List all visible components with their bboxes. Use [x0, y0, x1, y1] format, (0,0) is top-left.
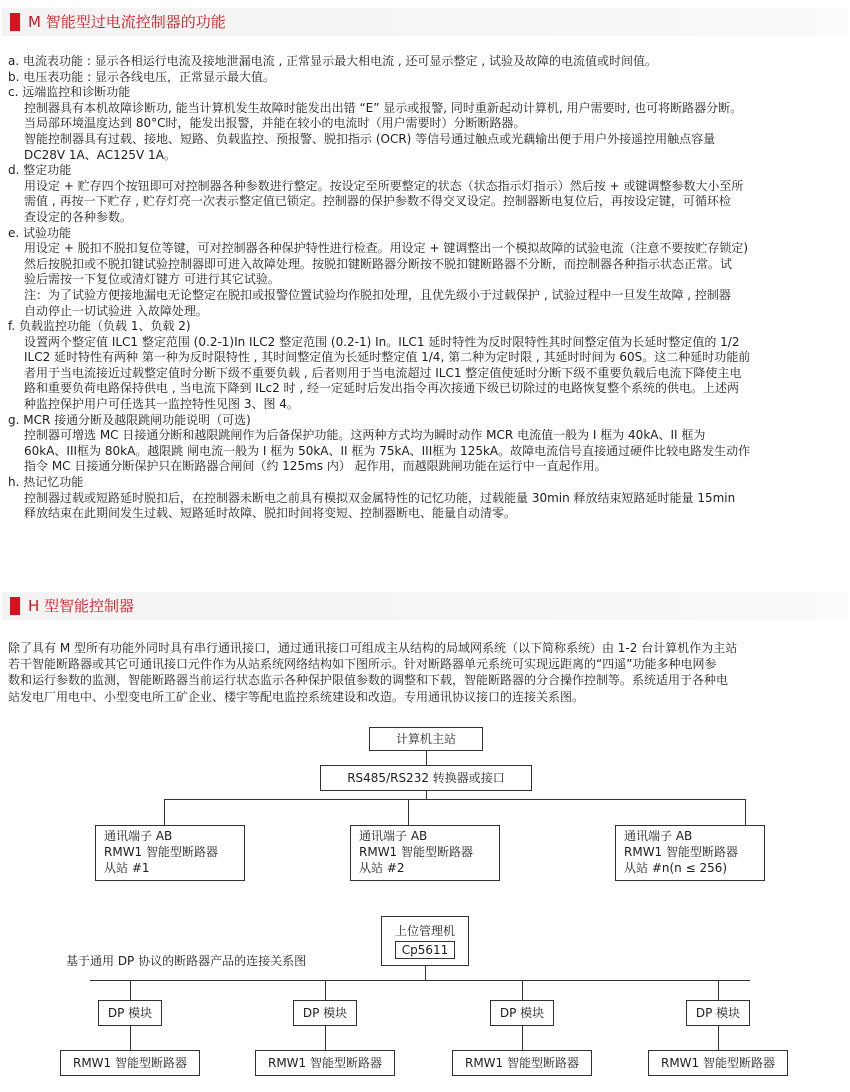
item-text: 负载监控功能（负载 1、负载 2)	[19, 319, 191, 334]
function-item-line: 自动停止一切试验进 入故障处理。	[24, 303, 208, 318]
converter-box: RS485/RS232 转换器或接口	[320, 765, 532, 791]
function-item-line: 者用于当电流接近过载整定值时分断下级不重要负载 , 后者则用于当电流超过 ILC1 整定值使延时分断下级不重要负载后电流下降使主电	[24, 365, 742, 380]
item-text: 热记忆功能	[23, 475, 84, 490]
function-item-heading	[8, 85, 842, 101]
dp-module-box: DP 模块	[686, 1000, 750, 1026]
paragraph-line: 数和运行参数的监测，智能断路器当前运行状态监示各种保护限值参数的调整和下载，智能断路器的分合操作控制等。系统适用于各种电	[8, 673, 729, 688]
connector-line	[325, 980, 326, 1000]
breaker-box: RMW1 智能型断路器	[452, 1050, 592, 1076]
function-item-line: 当局部环境温度达到 80°C时，能发出报警，并能在较小的电流时（用户需要时）分断断路器。	[24, 116, 526, 131]
function-item-heading	[8, 70, 842, 86]
function-item-line: 设置两个整定值 ILC1 整定范围 (0.2-1)In ILC2 整定范围 (0.2-1) In。ILC1 延时特性为反时限特性其时间整定值为长延时整定值的 1/2	[24, 334, 740, 349]
item-prefix: c.	[8, 85, 19, 100]
item-prefix: b.	[8, 69, 20, 84]
h-type-description	[8, 640, 844, 705]
connector-line	[718, 980, 719, 1000]
item-text: 电流表功能 : 显示各相运行电流及接地泄漏电流 , 正常显示最大相电流 , 还可显示整定 , 试验及故障的电流值或时间值。	[23, 54, 658, 68]
host-label: 上位管理机	[394, 924, 455, 938]
connector-line	[522, 980, 523, 1000]
item-prefix: d.	[8, 163, 20, 178]
slave-station-box	[95, 825, 245, 881]
connector-line	[718, 1026, 719, 1050]
function-item-heading	[8, 163, 842, 179]
function-item-line: 控制器过载或短路延时脱扣后，在控制器未断电之前具有模拟双金属特性的记忆功能，过载能量 30min 释放结束短路延时能量 15min	[24, 490, 736, 505]
section-marker	[10, 13, 20, 31]
section-header-m	[2, 8, 848, 36]
connector-line	[522, 1026, 523, 1050]
breaker-box: RMW1 智能型断路器	[255, 1050, 395, 1076]
function-item-line: DC28V 1A、AC125V 1A。	[24, 147, 176, 162]
dp-module-box: DP 模块	[293, 1000, 357, 1026]
connector-line	[325, 1026, 326, 1050]
connector-line	[745, 799, 746, 825]
function-item-line: ILC2 延时特性有两种 第一种为反时限特性 , 其时间整定值为长延时整定值 1/4, 第二种为定时限 , 其延时时间为 60S。这二种延时功能前	[24, 350, 751, 365]
function-item-heading	[8, 54, 842, 70]
item-text: 整定功能	[23, 163, 72, 178]
slave-line: RMW1 智能型断路器	[104, 845, 219, 859]
paragraph-line: 若干智能断路器或其它可通讯接口元件作为从站系统网络结构如下图所示。针对断路器单元系统可实现远距离的“四遥”功能多种电网参	[8, 657, 717, 672]
function-item-line: 种监控保护用户可任选其一监控特性见图 3、图 4。	[24, 397, 299, 412]
function-item-heading	[8, 226, 842, 242]
function-item-heading	[8, 475, 842, 491]
function-item-heading	[8, 413, 842, 429]
function-item-line: 验后需按一下复位或清灯键方 可进行其它试验。	[24, 272, 280, 287]
function-item-line: 需值 , 再按一下贮存 , 贮存灯亮一次表示整定值已锁定。控制器的保护参数不得交叉设定。控制器断电复位后，再按设定键，可循环检	[24, 194, 731, 209]
section-marker	[10, 597, 20, 615]
connector-line	[425, 966, 426, 980]
function-item-line: 路和重要负荷电路保持供电 , 当电流下降到 ILc2 时 , 经一定延时后发出指令再次接通下级已切除过的电路恢复整个系统的供电。上述两	[24, 381, 739, 396]
connector-line	[408, 799, 409, 825]
slave-line: 从站 #n(n ≤ 256)	[624, 861, 728, 875]
function-item-line: 指令 MC 日接通分断保护只在断路器合闸间（约 125ms 内） 起作用，而越限跳闸功能在运行中一直起作用。	[24, 459, 607, 474]
slave-station-box	[615, 825, 765, 881]
paragraph-line: 除了具有 M 型所有功能外同时具有串行通讯接口，通过通讯接口可组成主从结构的局域网系统（以下简称系统）由 1-2 台计算机作为主站	[8, 641, 738, 655]
host-computer-box	[381, 916, 469, 966]
slave-line: 通讯端子 AB	[624, 829, 693, 843]
function-item-line: 60kA、III框为 80kA。越限跳 闸电流一般为 I 框为 50kA、II 框为 75kA、III框为 125kA。故障电流信号直接通过硬件比较电路发生动作	[24, 443, 751, 458]
bus-line	[90, 980, 750, 981]
slave-line: 通讯端子 AB	[359, 829, 428, 843]
item-text: 电压表功能 : 显示各线电压，正常显示最大值。	[23, 69, 275, 84]
diagram-caption: 基于通用 DP 协议的断路器产品的连接关系图	[66, 954, 307, 968]
breaker-box: RMW1 智能型断路器	[648, 1050, 788, 1076]
bus-line	[164, 799, 746, 800]
dp-module-box: DP 模块	[490, 1000, 554, 1026]
item-prefix: e.	[8, 225, 20, 240]
function-item-line: 注：为了试验方便接地漏电无论整定在脱扣或报警位置试验均作脱扣处理，且优先级小于过载保护 , 试验过程中一旦发生故障 , 控制器	[24, 287, 731, 302]
connector-line	[130, 980, 131, 1000]
function-item-heading	[8, 319, 842, 335]
connector-line	[426, 751, 427, 765]
item-prefix: a.	[8, 54, 20, 68]
function-item-line: 然后按脱扣或不脱扣键试验控制器即可进入故障处理。按脱扣键断路器分断按不脱扣键断路器不分断，而控制器各种指示状态正常。试	[24, 256, 733, 271]
slave-station-box	[350, 825, 500, 881]
function-item-line: 查设定的各种参数。	[24, 209, 133, 224]
section-title: M 智能型过电流控制器的功能	[28, 13, 226, 31]
item-text: 试验功能	[23, 225, 72, 240]
slave-line: 通讯端子 AB	[104, 829, 173, 843]
slave-line: RMW1 智能型断路器	[624, 845, 739, 859]
function-item-line: 用设定 + 贮存四个按钮即可对控制器各种参数进行整定。按设定至所要整定的状态（状态指示灯指示）然后按 + 或键调整参数大小至所	[24, 178, 744, 193]
function-item-line: 用设定 + 脱扣不脱扣复位等键，可对控制器各种保护特性进行检查。用设定 + 键调整出一个模拟故障的试验电流（注意不要按贮存锁定)	[24, 241, 749, 256]
item-text: MCR 接通分断及越限跳闸功能说明（可选)	[23, 412, 251, 427]
connector-line	[130, 1026, 131, 1050]
function-item-line: 释放结束在此期间发生过载、短路延时故障、脱扣时间将变短、控制器断电、能量自动清零。	[24, 506, 517, 521]
master-station-box: 计算机主站	[369, 727, 483, 751]
host-card-label: Cp5611	[395, 941, 456, 959]
dp-module-box: DP 模块	[98, 1000, 162, 1026]
breaker-box: RMW1 智能型断路器	[60, 1050, 200, 1076]
item-prefix: g.	[8, 412, 20, 427]
function-list	[8, 54, 842, 522]
section-header-h	[2, 592, 848, 620]
section-title: H 型智能控制器	[28, 597, 135, 615]
function-item-line: 控制器可增选 MC 日接通分断和越限跳闸作为后备保护功能。这两种方式均为瞬时动作 MCR 电流值一般为 I 框为 40kA、II 框为	[24, 428, 706, 443]
function-item-line: 智能控制器具有过载、接地、短路、负载监控、预报警、脱扣指示 (OCR) 等信号通过触点或光藕输出便于用户外接遥控用触点容量	[24, 131, 716, 146]
item-prefix: f.	[8, 319, 16, 334]
connector-line	[164, 799, 165, 825]
item-text: 远端监控和诊断功能	[22, 85, 131, 100]
slave-line: RMW1 智能型断路器	[359, 845, 474, 859]
connector-line	[426, 791, 427, 799]
slave-line: 从站 #1	[104, 861, 150, 875]
slave-line: 从站 #2	[359, 861, 405, 875]
paragraph-line: 站发电厂用电中、小型变电所工矿企业、楼宇等配电监控系统建设和改造。专用通讯协议接口的连接关系图。	[8, 689, 585, 704]
function-item-line: 控制器具有本机故障诊断功, 能当计算机发生故障时能发出出错 “E” 显示或报警, 同时重新起动计算机, 用户需要时, 也可将断路器分断。	[24, 100, 743, 115]
item-prefix: h.	[8, 475, 20, 490]
